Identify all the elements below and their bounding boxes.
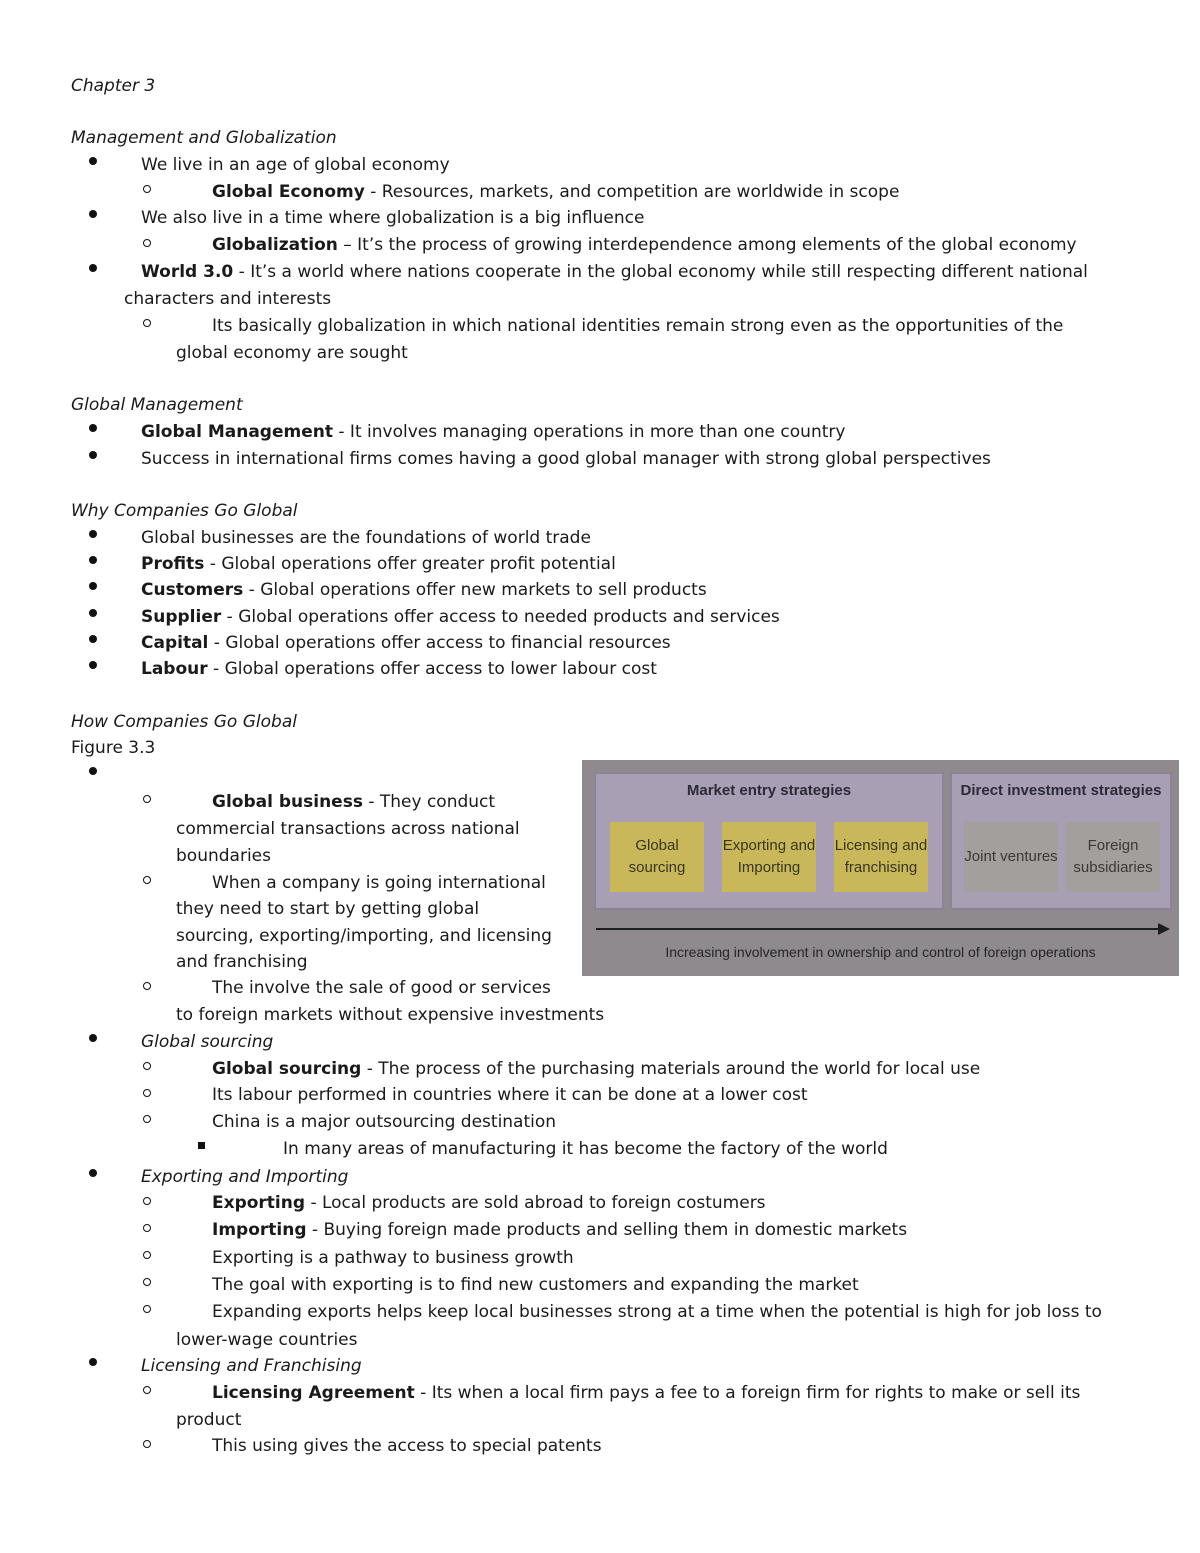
list-item-continuation: boundaries: [176, 846, 271, 866]
list-item: The involve the sale of good or services: [212, 978, 551, 998]
list-item: Capital - Global operations offer access to financial resources: [141, 633, 671, 653]
list-item: Its labour performed in countries where it can be done at a lower cost: [212, 1085, 808, 1105]
list-item-continuation: characters and interests: [124, 289, 332, 309]
bullet: [89, 210, 97, 218]
sub-bullet: [143, 1251, 151, 1259]
sub-bullet: [143, 1305, 151, 1313]
list-item: Exporting is a pathway to business growth: [212, 1248, 574, 1268]
sub-bullet: [143, 1224, 151, 1232]
sub-bullet: [143, 1440, 151, 1448]
sub-bullet: [143, 239, 151, 247]
list-item-continuation: lower-wage countries: [176, 1330, 358, 1350]
box-foreign-subsidiaries: Foreign subsidiaries: [1066, 822, 1160, 892]
list-item: Labour - Global operations offer access to lower labour cost: [141, 659, 657, 679]
bullet: [89, 157, 97, 165]
bullet: [89, 1358, 97, 1366]
sub-bullet: [143, 1115, 151, 1123]
sub-bullet: [143, 185, 151, 193]
section-heading-global-management: Global Management: [71, 395, 243, 415]
sub-bullet: [143, 1278, 151, 1286]
list-item: We also live in a time where globalization is a big influence: [141, 208, 645, 228]
subheading-licensing-franchising: Licensing and Franchising: [141, 1356, 362, 1376]
figure-label: Figure 3.3: [71, 738, 156, 758]
section-heading-how-companies-go-global: How Companies Go Global: [71, 712, 297, 732]
list-item-continuation: commercial transactions across national: [176, 819, 520, 839]
list-item: Customers - Global operations offer new markets to sell products: [141, 580, 707, 600]
arrow-right-icon: [1158, 923, 1170, 935]
list-item: Global Economy - Resources, markets, and competition are worldwide in scope: [212, 182, 900, 202]
sub-bullet: [143, 876, 151, 884]
bullet: [89, 582, 97, 590]
list-item-continuation: sourcing, exporting/importing, and licensing: [176, 926, 552, 946]
list-item-continuation: to foreign markets without expensive investments: [176, 1005, 605, 1025]
list-item: The goal with exporting is to find new customers and expanding the market: [212, 1275, 859, 1295]
arrow-line: [596, 928, 1162, 930]
list-item: Globalization – It’s the process of growing interdependence among elements of the global economy: [212, 235, 1077, 255]
subheading-global-sourcing: Global sourcing: [141, 1032, 274, 1052]
box-global-sourcing: Global sourcing: [610, 822, 704, 892]
figure-market-entry-diagram: [582, 760, 1179, 976]
bullet: [89, 635, 97, 643]
list-item: Licensing Agreement - Its when a local firm pays a fee to a foreign firm for rights to make or sell its: [212, 1383, 1081, 1403]
section-heading-management-globalization: Management and Globalization: [71, 128, 337, 148]
list-item: World 3.0 - It’s a world where nations cooperate in the global economy while still respecting different national: [141, 262, 1088, 282]
bullet: [89, 1169, 97, 1177]
list-item: This using gives the access to special patents: [212, 1436, 602, 1456]
sub-sub-bullet: [198, 1142, 205, 1149]
bullet: [89, 264, 97, 272]
list-item-continuation: and franchising: [176, 952, 308, 972]
list-item: We live in an age of global economy: [141, 155, 450, 175]
sub-bullet: [143, 319, 151, 327]
market-entry-group: [594, 772, 944, 910]
sub-bullet: [143, 1062, 151, 1070]
chapter-title: Chapter 3: [71, 76, 156, 96]
list-item: Global Management - It involves managing operations in more than one country: [141, 422, 846, 442]
list-item-continuation: they need to start by getting global: [176, 899, 480, 919]
list-item: Profits - Global operations offer greater profit potential: [141, 554, 616, 574]
list-item: China is a major outsourcing destination: [212, 1112, 557, 1132]
section-heading-why-companies-go-global: Why Companies Go Global: [71, 501, 298, 521]
sub-bullet: [143, 982, 151, 990]
bullet: [89, 424, 97, 432]
subheading-exporting-importing: Exporting and Importing: [141, 1167, 349, 1187]
sub-bullet: [143, 1386, 151, 1394]
sub-bullet: [143, 795, 151, 803]
list-item: Expanding exports helps keep local businesses strong at a time when the potential is high for job loss to: [212, 1302, 1102, 1322]
box-exporting-importing: Exporting and Importing: [722, 822, 816, 892]
sub-bullet: [143, 1089, 151, 1097]
bullet: [89, 767, 97, 775]
sub-bullet: [143, 1197, 151, 1205]
bullet: [89, 609, 97, 617]
list-item: Global businesses are the foundations of world trade: [141, 528, 591, 548]
list-item: Supplier - Global operations offer access to needed products and services: [141, 607, 780, 627]
bullet: [89, 530, 97, 538]
box-joint-ventures: Joint ventures: [964, 822, 1058, 892]
list-item: Importing - Buying foreign made products and selling them in domestic markets: [212, 1220, 908, 1240]
bullet: [89, 1034, 97, 1042]
group-title: Direct investment strategies: [960, 782, 1162, 799]
direct-investment-group: [950, 772, 1172, 910]
group-title: Market entry strategies: [686, 782, 852, 799]
box-licensing-franchising: Licensing and franchising: [834, 822, 928, 892]
list-item: Global sourcing - The process of the purchasing materials around the world for local use: [212, 1059, 981, 1079]
list-item: Global business - They conduct: [212, 792, 496, 812]
list-item: In many areas of manufacturing it has become the factory of the world: [283, 1139, 888, 1159]
list-item: Success in international firms comes having a good global manager with strong global perspectives: [141, 449, 991, 469]
list-item: Exporting - Local products are sold abroad to foreign costumers: [212, 1193, 766, 1213]
list-item-continuation: product: [176, 1410, 242, 1430]
list-item: When a company is going international: [212, 873, 546, 893]
bullet: [89, 661, 97, 669]
figure-caption: Increasing involvement in ownership and control of foreign operations: [665, 944, 1096, 960]
list-item-continuation: global economy are sought: [176, 343, 408, 363]
bullet: [89, 556, 97, 564]
bullet: [89, 451, 97, 459]
list-item: Its basically globalization in which national identities remain strong even as the opportunities of the: [212, 316, 1064, 336]
